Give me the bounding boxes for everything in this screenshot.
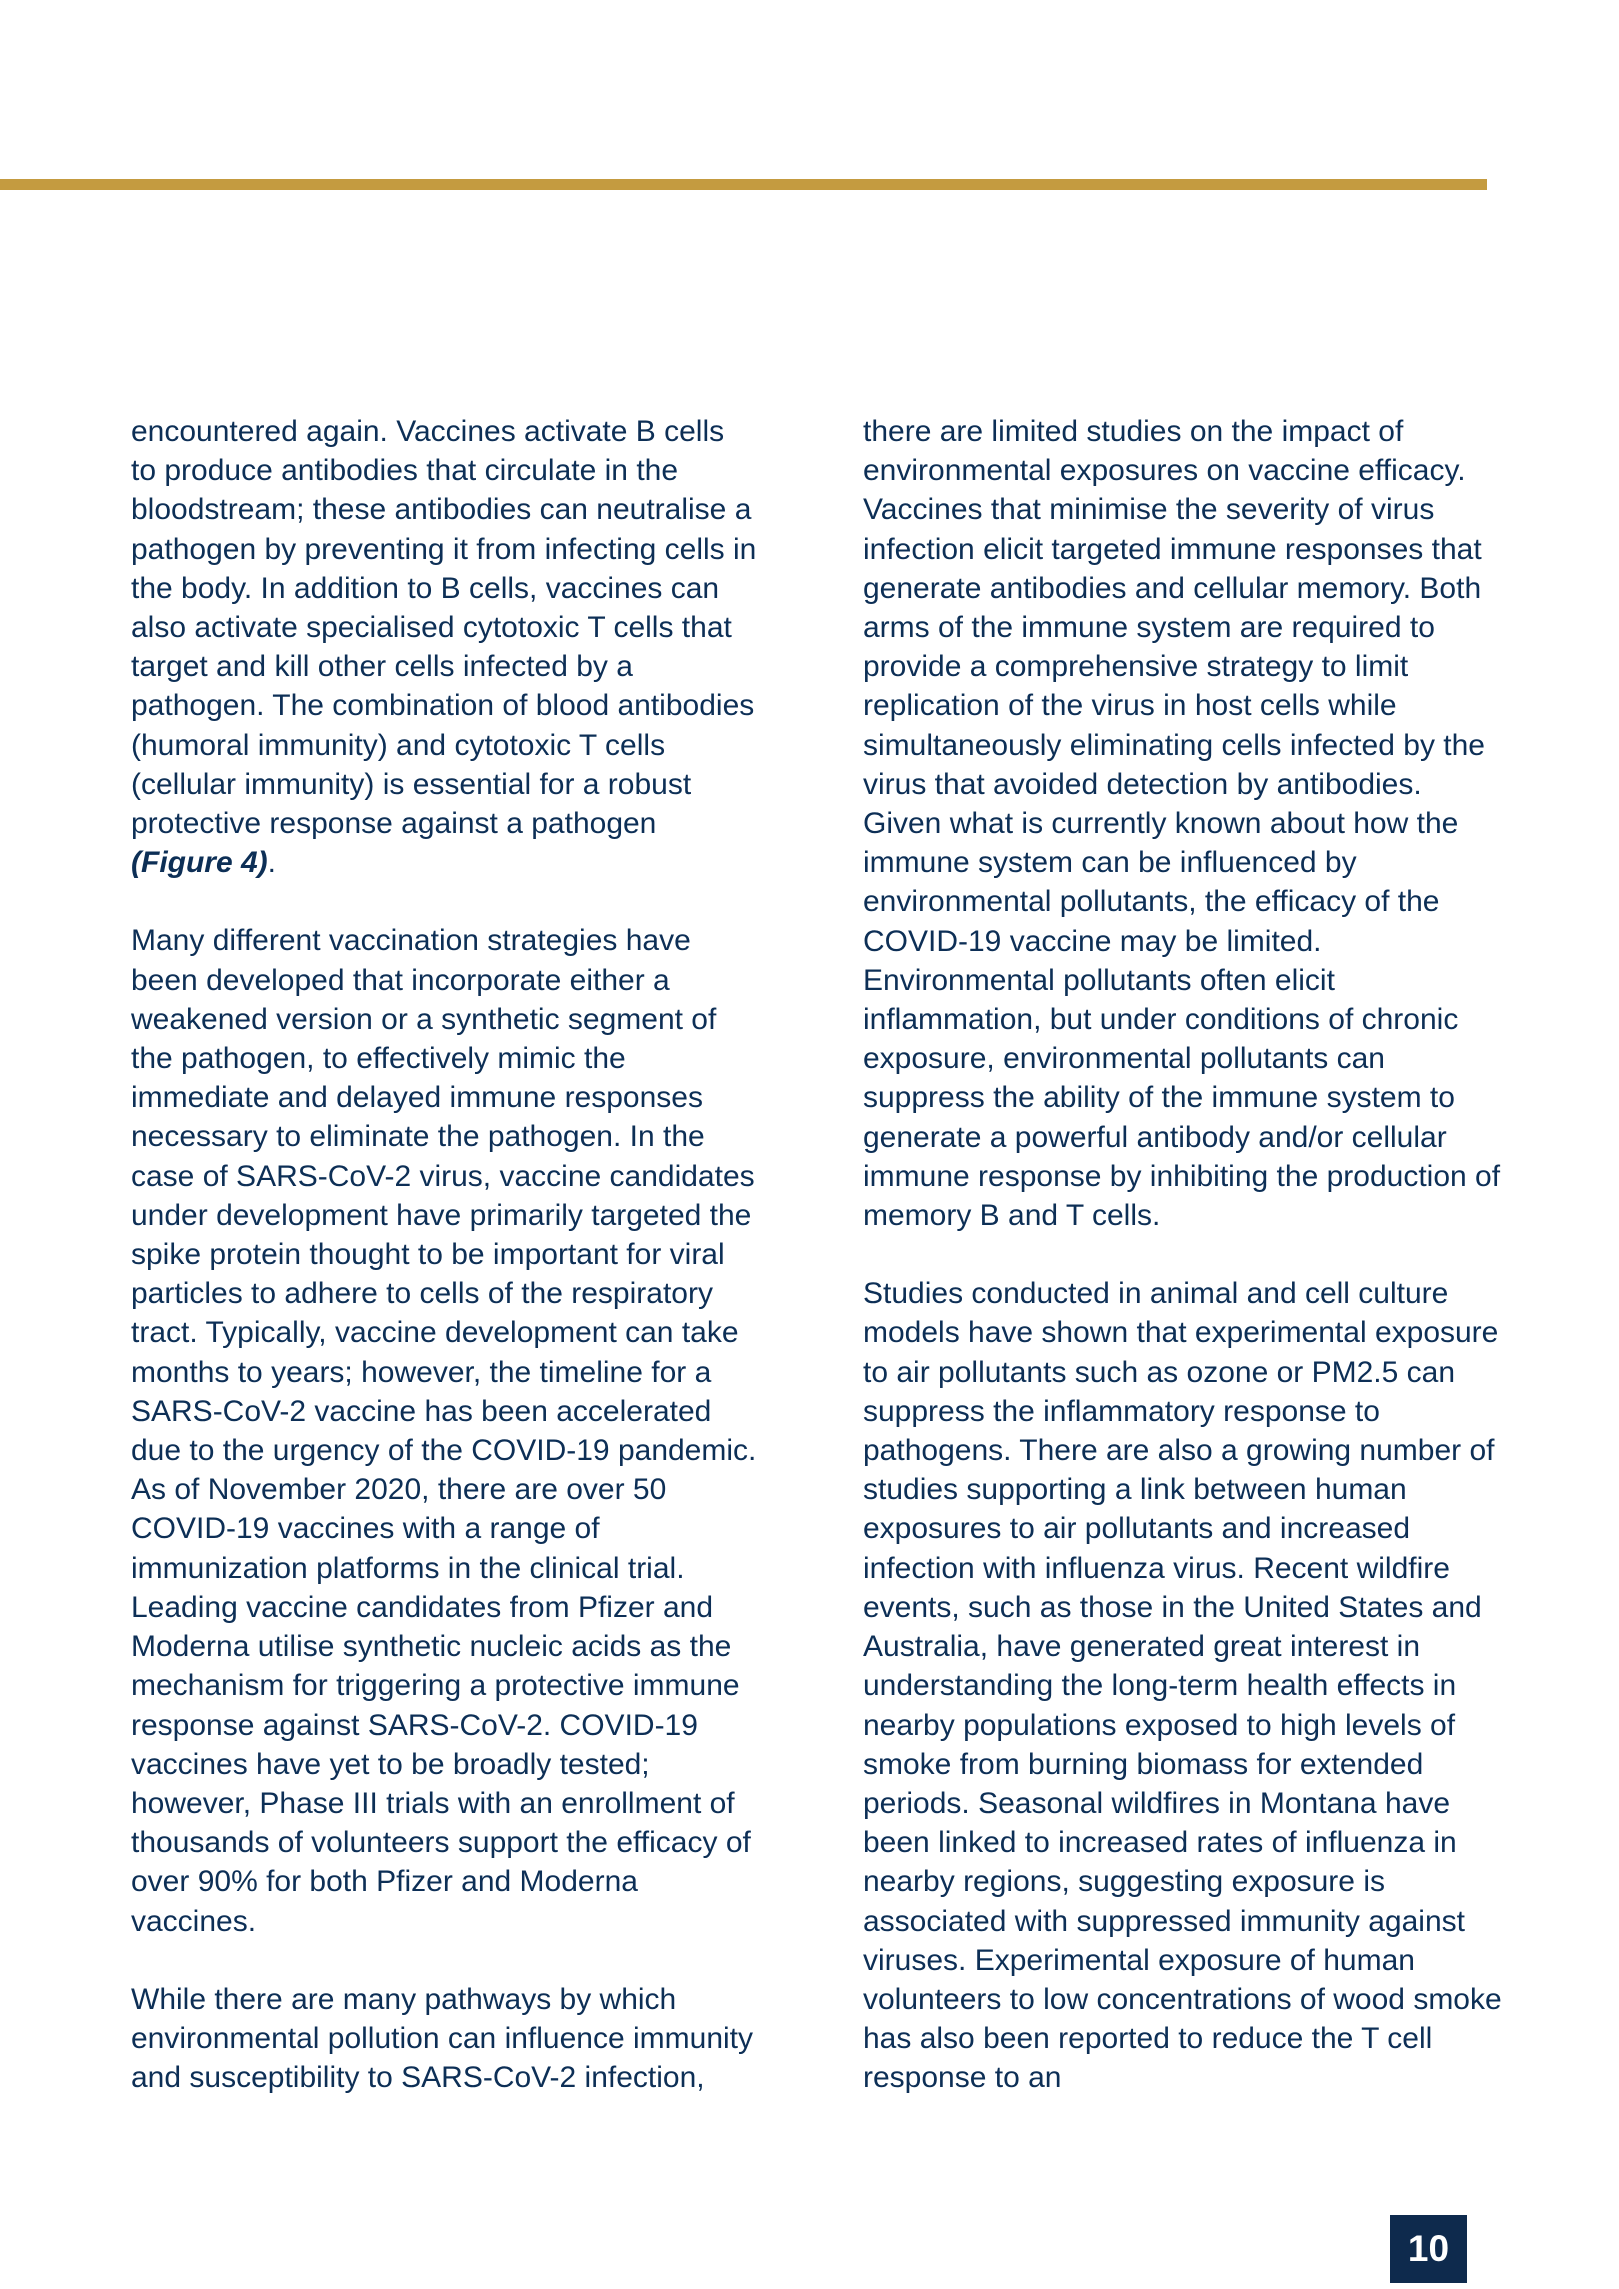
- paragraph-vaccination-strategies: Many different vaccination strategies have been developed that incorporate either a weakened version or a synthetic segment of the pathogen, to effectively mimic the immediate and delayed immune responses necessary to eliminate the pathogen. In the case of SARS-CoV-2 virus, vaccine candidates under development have primarily targeted the spike protein thought to be important for viral particles to adhere to cells of the respiratory tract. Typically, vaccine development can take months to years; however, the timeline for a SARS-CoV-2 vaccine has been accelerated due to the urgency of the COVID-19 pandemic. As of November 2020, there are over 50 COVID-19 vaccines with a range of immunization platforms in the clinical trial. Leading vaccine candidates from Pfizer and Moderna utilise synthetic nucleic acids as the mechanism for triggering a protective immune response against SARS-CoV-2. COVID-19 vaccines have yet to be broadly tested; however, Phase III trials with an enrollment of thousands of volunteers support the efficacy of over 90% for both Pfizer and Moderna vaccines.: [131, 924, 757, 1938]
- right-text-column: [863, 412, 1504, 2137]
- figure-4-reference: (Figure 4): [131, 846, 268, 880]
- paragraph-text: encountered again. Vaccines activate B cells to produce antibodies that circulate in the bloodstream; these antibodies can neutralise a pathogen by preventing it from infecting cells in the body. In addition to B cells, vaccines can also activate specialised cytotoxic T cells that target and kill other cells infected by a pathogen. The combination of blood antibodies (humoral immunity) and cytotoxic T cells (cellular immunity) is essential for a robust protective response against a pathogen: [131, 415, 757, 841]
- paragraph-text: .: [267, 846, 277, 880]
- paragraph-pollutant-studies: Studies conducted in animal and cell culture models have shown that experimental exposure to air pollutants such as ozone or PM2.5 can suppress the inflammatory response to pathogens. There are also a growing number of studies supporting a link between human exposures to air pollutants and increased infection with influenza virus. Recent wildfire events, such as those in the United States and Australia, have generated great interest in understanding the long-term health effects in nearby populations exposed to high levels of smoke from burning biomass for extended periods. Seasonal wildfires in Montana have been linked to increased rates of influenza in nearby regions, suggesting exposure is associated with suppressed immunity against viruses. Experimental exposure of human volunteers to low concentrations of wood smoke has also been reported to reduce the T cell response to an: [863, 1277, 1502, 2095]
- page-number-badge: [1390, 2215, 1467, 2283]
- page-number: 10: [1407, 2228, 1450, 2269]
- paragraph-vaccine-immunity: [131, 412, 757, 882]
- paragraph-pollution-pathways: While there are many pathways by which environmental pollution can influence immunity and susceptibility to SARS-CoV-2 infection,: [131, 1982, 754, 2095]
- left-text-column: [131, 412, 757, 2136]
- gold-divider-bar: [0, 179, 1487, 190]
- paragraph-vaccine-efficacy: there are limited studies on the impact of environmental exposures on vaccine efficacy. Vaccines that minimise the severity of virus infection elicit targeted immune responses that generate antibodies and cellular memory. Both arms of the immune system are required to provide a comprehensive strategy to limit replication of the virus in host cells while simultaneously eliminating cells infected by the virus that avoided detection by antibodies. Given what is currently known about how the immune system can be influenced by environmental pollutants, the efficacy of the COVID-19 vaccine may be limited. Environmental pollutants often elicit inflammation, but under conditions of chronic exposure, environmental pollutants can suppress the ability of the immune system to generate a powerful antibody and/or cellular immune response by inhibiting the production of memory B and T cells.: [863, 415, 1501, 1233]
